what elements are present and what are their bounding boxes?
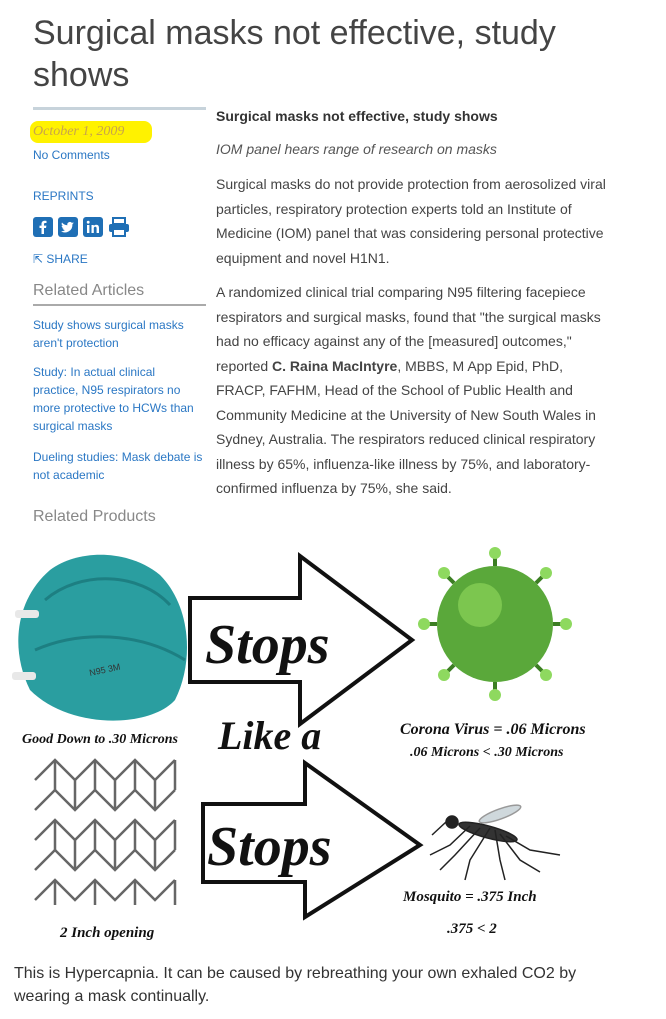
coronavirus-image <box>418 547 572 701</box>
share-icon: ⇱ <box>33 252 47 266</box>
share-label: SHARE <box>46 252 88 266</box>
paragraph-text: , MBBS, M App Epid, PhD, FRACP, FAFHM, Head of the School of Public Health and Community Medicine at the University of New South Wales in Sydney, Australia. The respirators reduced clinical respiratory illness by 65%, influenza-like illness by 75%, and laboratory- confirmed influenza by 75%, she said. <box>216 357 596 496</box>
stops-label-top: Stops <box>205 614 330 676</box>
like-a-label: Like a <box>218 713 322 758</box>
article-subtitle: Surgical masks not effective, study shows <box>216 108 498 124</box>
article-deck: IOM panel hears range of research on masks <box>216 141 497 157</box>
mask-caption: Good Down to .30 Microns <box>22 732 178 747</box>
fence-caption: 2 Inch opening <box>60 925 155 941</box>
headline-divider <box>33 107 206 110</box>
chain-link-fence-image <box>35 760 175 905</box>
arrow-bottom <box>203 763 420 917</box>
related-products-heading: Related Products <box>33 508 156 525</box>
no-comments-link[interactable]: No Comments <box>33 148 110 162</box>
share-link[interactable] <box>33 252 88 266</box>
related-article-link[interactable]: Dueling studies: Mask debate is not academic <box>33 450 203 482</box>
arrow-top <box>190 556 412 724</box>
related-article-link[interactable]: Study shows surgical masks aren't protection <box>33 318 184 350</box>
related-articles-heading: Related Articles <box>33 282 145 299</box>
print-icon[interactable] <box>108 217 128 237</box>
researcher-name: C. Raina MacIntyre <box>272 357 398 374</box>
facebook-icon[interactable] <box>33 217 53 237</box>
reprints-link[interactable]: REPRINTS <box>33 189 94 203</box>
footer-text: This is Hypercapnia. It can be caused by rebreathing your own exhaled CO2 by wearing a mask continually. <box>14 965 577 1005</box>
article-date: October 1, 2009 <box>33 124 125 139</box>
mosquito-caption: Mosquito = .375 Inch <box>403 889 537 905</box>
svg-text:N95 3M: N95 3M <box>88 661 122 678</box>
mosquito-image <box>430 802 560 880</box>
social-share-icons <box>33 217 143 237</box>
linkedin-icon[interactable] <box>83 217 103 237</box>
n95-mask-image <box>12 555 187 721</box>
paragraph-text: A randomized clinical trial comparing N95 filtering facepiece respirators and surgical masks, found that "the surgical masks had no efficacy against any of the [measured] outcomes," reported <box>216 284 601 374</box>
article-paragraph <box>216 280 616 501</box>
stops-label-bottom: Stops <box>207 816 332 878</box>
twitter-icon[interactable] <box>58 217 78 237</box>
virus-caption: Corona Virus = .06 Microns <box>400 721 586 738</box>
article-headline: Surgical masks not effective, study shows <box>33 14 556 94</box>
article-paragraph: Surgical masks do not provide protection from aerosolized viral particles, respiratory protection experts told an Institute of Medicine (IOM) panel that was considering personal protective equipment and novel H1N1. <box>216 176 606 266</box>
related-divider <box>33 304 206 306</box>
related-article-link[interactable]: Study: In actual clinical practice, N95 respirators no more protective to HCWs than surgical masks <box>33 365 194 433</box>
virus-comparison: .06 Microns < .30 Microns <box>410 745 564 760</box>
mosquito-comparison: .375 < 2 <box>447 921 497 937</box>
